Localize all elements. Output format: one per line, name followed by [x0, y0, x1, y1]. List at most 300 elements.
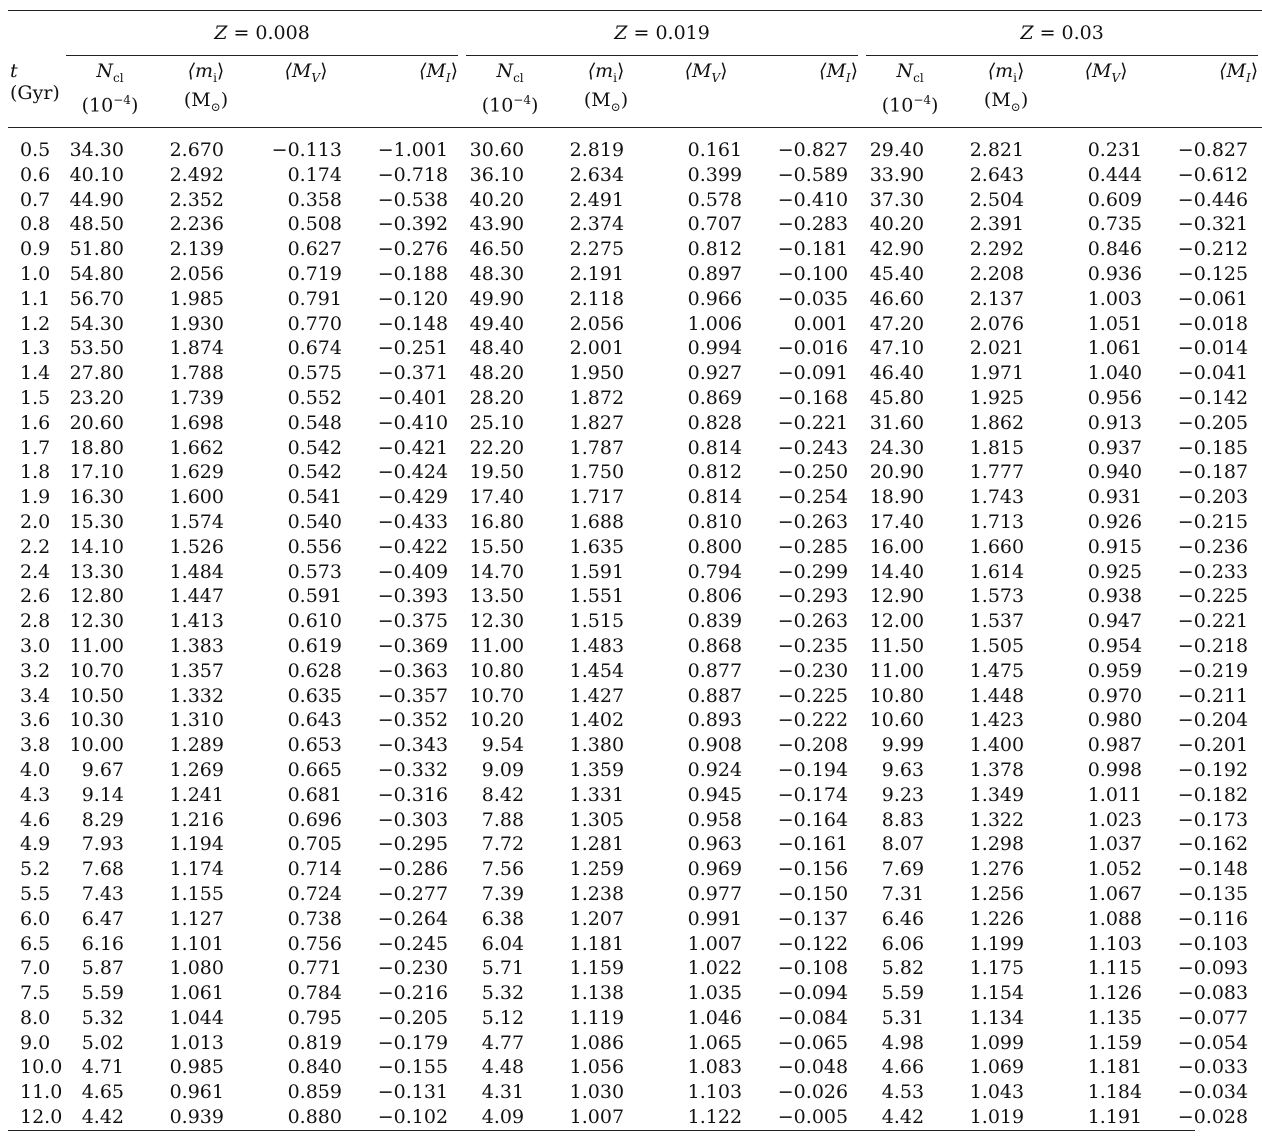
table-cell: 0.985 — [169, 1056, 224, 1079]
table-cell: −0.048 — [777, 1056, 849, 1079]
table-cell: 8.42 — [481, 783, 525, 806]
table-cell: 4.66 — [881, 1056, 925, 1079]
table-row — [8, 857, 1262, 882]
table-cell: −0.142 — [1177, 386, 1249, 409]
table-cell: 1.505 — [969, 634, 1025, 657]
table-cell: 0.635 — [287, 684, 342, 707]
table-cell: 6.06 — [881, 932, 925, 955]
table-cell: 5.2 — [20, 858, 51, 881]
table-cell: 0.940 — [1087, 461, 1143, 484]
table-cell: 1.413 — [169, 610, 224, 633]
table-cell: −0.263 — [777, 510, 849, 533]
table-cell: −0.150 — [777, 882, 849, 905]
table-cell: −0.205 — [377, 1006, 449, 1029]
group-header-z-0008: Z = 0.008 — [214, 22, 310, 44]
table-row — [8, 212, 1262, 237]
table-cell: −0.065 — [777, 1031, 849, 1054]
table-cell: 1.088 — [1087, 907, 1143, 930]
table-cell: −0.589 — [777, 163, 849, 186]
table-cell: 45.80 — [869, 386, 925, 409]
table-cell: 9.63 — [881, 758, 925, 781]
table-cell: 0.998 — [1087, 758, 1143, 781]
table-cell: 4.0 — [20, 758, 51, 781]
table-cell: 46.40 — [869, 362, 925, 385]
column-header-ncl — [62, 56, 158, 128]
table-cell: 15.30 — [69, 510, 124, 533]
table-cell: 0.573 — [287, 560, 342, 583]
table-cell: 7.5 — [20, 982, 51, 1005]
table-cell: −0.827 — [1177, 139, 1249, 161]
mi-subscript: i — [613, 70, 617, 85]
table-cell: −0.410 — [777, 188, 849, 211]
table-cell: 1.127 — [169, 907, 224, 930]
table-cell: 0.963 — [687, 833, 743, 856]
ncl-exponent: −4 — [913, 92, 932, 107]
ncl-subscript: cl — [913, 70, 924, 85]
table-cell: −0.156 — [777, 858, 849, 881]
table-cell: 1.061 — [169, 982, 224, 1005]
table-cell: 2.6 — [20, 585, 51, 608]
table-cell: 16.30 — [69, 486, 124, 509]
table-cell: 7.56 — [481, 858, 525, 881]
table-cell: 8.29 — [81, 808, 124, 831]
table-cell: −0.174 — [777, 783, 849, 806]
table-header — [8, 11, 1262, 139]
table-cell: 1.423 — [969, 709, 1025, 732]
table-cell: −0.194 — [777, 758, 849, 781]
table-cell: 51.80 — [69, 238, 124, 261]
table-cell: 30.60 — [469, 139, 525, 161]
ncl-unit: (10 — [881, 94, 914, 117]
table-cell: 1.080 — [169, 957, 224, 980]
table-cell: 0.756 — [287, 932, 342, 955]
table-cell: 53.50 — [69, 337, 124, 360]
table-row — [8, 956, 1262, 981]
table-cell: 1.069 — [969, 1056, 1025, 1079]
table-cell: 0.665 — [287, 758, 342, 781]
table-cell: 0.961 — [169, 1081, 224, 1104]
table-cell: 1.1 — [20, 287, 51, 310]
table-cell: 1.743 — [969, 486, 1025, 509]
table-cell: 13.50 — [469, 585, 525, 608]
table-row — [8, 659, 1262, 684]
table-cell: 2.139 — [169, 238, 224, 261]
table-cell: 5.59 — [881, 982, 925, 1005]
table-cell: 1.086 — [569, 1031, 625, 1054]
table-cell: −0.108 — [777, 957, 849, 980]
table-cell: 0.619 — [287, 634, 342, 657]
table-cell: 3.4 — [20, 684, 51, 707]
table-row — [8, 411, 1262, 436]
table-cell: 1.013 — [169, 1031, 224, 1054]
table-cell: 0.6 — [20, 163, 51, 186]
table-cell: 0.707 — [687, 213, 743, 236]
table-cell: 1.101 — [169, 932, 224, 955]
table-cell: 47.20 — [869, 312, 925, 335]
table-cell: 0.987 — [1087, 734, 1143, 757]
table-cell: −0.084 — [777, 1006, 849, 1029]
table-cell: 4.09 — [481, 1106, 525, 1129]
table-cell: 22.20 — [469, 436, 525, 459]
table-cell: 18.90 — [869, 486, 925, 509]
table-cell: −0.173 — [1177, 808, 1249, 831]
table-cell: 1.600 — [169, 486, 224, 509]
table-cell: 12.0 — [20, 1106, 63, 1129]
table-cell: 0.868 — [687, 634, 743, 657]
table-cell: −0.137 — [777, 907, 849, 930]
table-cell: 15.50 — [469, 535, 525, 558]
table-cell: −0.316 — [377, 783, 449, 806]
table-cell: 7.93 — [81, 833, 124, 856]
table-cell: 0.958 — [687, 808, 743, 831]
table-row — [8, 932, 1262, 957]
table-cell: 2.191 — [569, 262, 625, 285]
table-cell: 46.60 — [869, 287, 925, 310]
table-cell: 14.40 — [869, 560, 925, 583]
table-cell: 0.846 — [1087, 238, 1143, 261]
table-cell: 0.784 — [287, 982, 342, 1005]
table-cell: 4.6 — [20, 808, 51, 831]
group-label: = 0.019 — [627, 22, 710, 44]
table-cell: 1.134 — [969, 1006, 1025, 1029]
table-cell: 0.926 — [1087, 510, 1143, 533]
table-cell: 48.30 — [469, 262, 525, 285]
table-cell: 9.09 — [481, 758, 525, 781]
table-cell: −0.422 — [377, 535, 449, 558]
table-cell: −0.148 — [1177, 858, 1249, 881]
table-row — [8, 1080, 1262, 1105]
table-cell: 23.20 — [69, 386, 124, 409]
table-cell: 10.20 — [469, 709, 525, 732]
ncl-symbol: N — [96, 60, 114, 82]
table-cell: 0.9 — [20, 238, 51, 261]
table-cell: −0.303 — [377, 808, 449, 831]
table-cell: −1.001 — [377, 139, 449, 161]
table-cell: 31.60 — [869, 411, 925, 434]
table-cell: 8.83 — [881, 808, 925, 831]
table-cell: 40.20 — [469, 188, 525, 211]
table-row — [8, 1105, 1262, 1130]
table-cell: 1.739 — [169, 386, 224, 409]
table-cell: 5.82 — [881, 957, 925, 980]
table-cell: 14.10 — [69, 535, 124, 558]
table-cell: −0.103 — [1177, 932, 1249, 955]
table-cell: 5.31 — [881, 1006, 925, 1029]
table-cell: 56.70 — [69, 287, 124, 310]
ncl-unit-close: ) — [130, 94, 139, 117]
table-cell: 43.90 — [469, 213, 525, 236]
table-cell: 1.174 — [169, 858, 224, 881]
table-cell: 17.40 — [869, 510, 925, 533]
table-row — [8, 188, 1262, 213]
table-cell: −0.233 — [1177, 560, 1249, 583]
table-cell: 10.00 — [69, 734, 124, 757]
table-cell: 1.483 — [569, 634, 625, 657]
table-row — [8, 163, 1262, 188]
mI-close: ⟩ — [1250, 60, 1259, 82]
table-cell: 1.400 — [969, 734, 1025, 757]
table-cell: 1.269 — [169, 758, 224, 781]
table-cell: 1.427 — [569, 684, 625, 707]
table-cell: 1.155 — [169, 882, 224, 905]
column-header-mI — [1158, 56, 1262, 128]
mi-symbol: ⟨m — [187, 60, 214, 82]
table-cell: 1.259 — [569, 858, 625, 881]
table-cell: 1.447 — [169, 585, 224, 608]
mi-unit-close: ) — [620, 88, 629, 111]
table-cell: 8.0 — [20, 1006, 51, 1029]
table-cell: 1.872 — [569, 386, 625, 409]
table-cell: 0.5 — [20, 139, 51, 161]
table-cell: 9.14 — [81, 783, 124, 806]
table-cell: −0.215 — [1177, 510, 1249, 533]
table-cell: 1.119 — [569, 1006, 625, 1029]
table-cell: 12.00 — [869, 610, 925, 633]
table-cell: −0.018 — [1177, 312, 1249, 335]
t-symbol: t — [10, 60, 18, 82]
table-cell: −0.371 — [377, 362, 449, 385]
column-header-mI — [758, 56, 862, 128]
table-cell: 24.30 — [869, 436, 925, 459]
table-cell: 0.969 — [687, 858, 743, 881]
table-cell: 48.50 — [69, 213, 124, 236]
mi-unit-close: ) — [220, 88, 229, 111]
table-cell: 1.003 — [1087, 287, 1143, 310]
table-cell: 36.10 — [469, 163, 525, 186]
table-cell: 1.276 — [969, 858, 1025, 881]
table-cell: −0.421 — [377, 436, 449, 459]
table-cell: −0.122 — [777, 932, 849, 955]
table-cell: 0.959 — [1087, 659, 1143, 682]
table-cell: −0.161 — [777, 833, 849, 856]
table-cell: 9.54 — [481, 734, 525, 757]
table-row — [8, 684, 1262, 709]
table-cell: −0.225 — [1177, 585, 1249, 608]
table-body — [8, 138, 1262, 1130]
table-cell: 1.573 — [969, 585, 1025, 608]
table-cell: −0.230 — [777, 659, 849, 682]
table-cell: 1.199 — [969, 932, 1025, 955]
table-cell: −0.100 — [777, 262, 849, 285]
table-cell: 7.39 — [481, 882, 525, 905]
table-cell: 0.575 — [287, 362, 342, 385]
table-cell: 0.795 — [287, 1006, 342, 1029]
table-row — [8, 560, 1262, 585]
table-cell: 1.713 — [969, 510, 1025, 533]
table-cell: 10.0 — [20, 1056, 63, 1079]
table-cell: 1.310 — [169, 709, 224, 732]
table-cell: −0.295 — [377, 833, 449, 856]
table-cell: 0.719 — [287, 262, 342, 285]
table-cell: 1.007 — [569, 1106, 625, 1129]
table-cell: −0.091 — [777, 362, 849, 385]
table-row — [8, 783, 1262, 808]
table-cell: 1.040 — [1087, 362, 1143, 385]
table-cell: −0.612 — [1177, 163, 1249, 186]
table-cell: 8.07 — [881, 833, 925, 856]
table-cell: 0.956 — [1087, 386, 1143, 409]
table-cell: 48.40 — [469, 337, 525, 360]
table-cell: 0.812 — [687, 238, 743, 261]
table-cell: 2.4 — [20, 560, 51, 583]
table-cell: 0.540 — [287, 510, 342, 533]
table-cell: 0.814 — [687, 486, 743, 509]
mv-close: ⟩ — [320, 60, 328, 82]
table-cell: 1.349 — [969, 783, 1025, 806]
table-cell: 0.869 — [687, 386, 743, 409]
table-cell: 1.037 — [1087, 833, 1143, 856]
table-cell: 0.814 — [687, 436, 743, 459]
table-cell: −0.401 — [377, 386, 449, 409]
table-cell: 0.643 — [287, 709, 342, 732]
table-cell: −0.155 — [377, 1056, 449, 1079]
table-cell: 5.32 — [481, 982, 525, 1005]
table-cell: 0.977 — [687, 882, 743, 905]
table-cell: 0.966 — [687, 287, 743, 310]
table-cell: 4.42 — [81, 1106, 124, 1129]
table-cell: 4.98 — [881, 1031, 925, 1054]
table-cell: −0.185 — [1177, 436, 1249, 459]
table-cell: −0.201 — [1177, 734, 1249, 757]
table-cell: −0.446 — [1177, 188, 1249, 211]
table-cell: 0.714 — [287, 858, 342, 881]
table-cell: −0.026 — [777, 1081, 849, 1104]
column-header-mv — [1054, 56, 1158, 128]
table-cell: 0.931 — [1087, 486, 1143, 509]
table-cell: 1.380 — [569, 734, 625, 757]
table-cell: 1.256 — [969, 882, 1025, 905]
mI-close: ⟩ — [450, 60, 459, 82]
table-row — [8, 708, 1262, 733]
table-cell: 10.80 — [869, 684, 925, 707]
table-cell: −0.016 — [777, 337, 849, 360]
table-cell: 25.10 — [469, 411, 525, 434]
table-cell: 1.191 — [1087, 1106, 1143, 1129]
table-cell: −0.363 — [377, 659, 449, 682]
table-cell: 0.927 — [687, 362, 743, 385]
table-cell: 4.77 — [481, 1031, 525, 1054]
table-cell: −0.245 — [377, 932, 449, 955]
table-cell: 0.925 — [1087, 560, 1143, 583]
table-cell: 1.9 — [20, 486, 51, 509]
table-cell: 1.925 — [969, 386, 1025, 409]
mi-unit: (M — [583, 88, 611, 111]
table-cell: −0.054 — [1177, 1031, 1249, 1054]
table-cell: 54.80 — [69, 262, 124, 285]
table-cell: 2.076 — [969, 312, 1025, 335]
table-cell: −0.148 — [377, 312, 449, 335]
ncl-subscript: cl — [113, 70, 124, 85]
table-cell: 1.159 — [569, 957, 625, 980]
table-cell: 40.20 — [869, 213, 925, 236]
table-cell: 1.135 — [1087, 1006, 1143, 1029]
table-cell: 1.930 — [169, 312, 224, 335]
table-cell: 2.275 — [569, 238, 625, 261]
ncl-subscript: cl — [513, 70, 524, 85]
table-cell: 6.47 — [81, 907, 124, 930]
table-row — [8, 1055, 1262, 1080]
table-cell: 2.352 — [169, 188, 224, 211]
table-cell: 1.046 — [687, 1006, 743, 1029]
table-cell: 2.670 — [169, 139, 224, 161]
mv-symbol: ⟨M — [684, 60, 712, 82]
table-cell: −0.285 — [777, 535, 849, 558]
table-cell: 0.954 — [1087, 634, 1143, 657]
mi-unit-close: ) — [1020, 88, 1029, 111]
table-cell: 1.181 — [569, 932, 625, 955]
table-cell: 1.115 — [1087, 957, 1143, 980]
table-cell: 0.859 — [287, 1081, 342, 1104]
table-cell: 0.840 — [287, 1056, 342, 1079]
table-cell: 54.30 — [69, 312, 124, 335]
ncl-unit-close: ) — [931, 94, 939, 117]
table-cell: 0.696 — [287, 808, 342, 831]
table-cell: 10.30 — [69, 709, 124, 732]
table-cell: −0.221 — [777, 411, 849, 434]
table-row — [8, 634, 1262, 659]
ncl-symbol: N — [496, 60, 514, 82]
table-cell: −0.827 — [777, 139, 849, 161]
table-cell: 6.38 — [481, 907, 525, 930]
table-cell: 12.30 — [469, 610, 525, 633]
table-cell: −0.225 — [777, 684, 849, 707]
mI-symbol: ⟨M — [1219, 60, 1246, 82]
mI-subscript: I — [845, 70, 851, 85]
table-cell: 29.40 — [869, 139, 925, 161]
table-cell: −0.188 — [377, 262, 449, 285]
table-cell: 2.0 — [20, 510, 51, 533]
ncl-unit: (10 — [481, 94, 514, 117]
table-cell: 1.475 — [969, 659, 1025, 682]
table-cell: 0.542 — [287, 436, 342, 459]
table-cell: 1.0 — [20, 262, 51, 285]
table-cell: −0.251 — [377, 337, 449, 360]
table-cell: 1.022 — [687, 957, 743, 980]
table-cell: 1.591 — [569, 560, 625, 583]
table-cell: 1.526 — [169, 535, 224, 558]
data-table-container — [8, 10, 1259, 1131]
table-cell: 28.20 — [469, 386, 525, 409]
table-cell: 6.0 — [20, 907, 51, 930]
table-cell: −0.424 — [377, 461, 449, 484]
ncl-exponent: −4 — [513, 92, 531, 107]
table-cell: −0.014 — [1177, 337, 1249, 360]
table-cell: 44.90 — [69, 188, 124, 211]
table-cell: −0.299 — [777, 560, 849, 583]
table-cell: 0.724 — [287, 882, 342, 905]
table-cell: 1.614 — [969, 560, 1025, 583]
table-cell: −0.187 — [1177, 461, 1249, 484]
table-cell: 0.828 — [687, 411, 743, 434]
table-cell: −0.352 — [377, 709, 449, 732]
table-cell: 5.02 — [81, 1031, 124, 1054]
table-cell: 0.627 — [287, 238, 342, 261]
table-cell: 0.591 — [287, 585, 342, 608]
table-cell: 0.970 — [1087, 684, 1143, 707]
table-cell: 1.154 — [969, 982, 1025, 1005]
table-cell: 1.971 — [969, 362, 1025, 385]
table-cell: 6.16 — [81, 932, 124, 955]
table-cell: 5.59 — [81, 982, 124, 1005]
table-cell: 4.9 — [20, 833, 51, 856]
table-cell: 0.791 — [287, 287, 342, 310]
table-cell: 9.0 — [20, 1031, 51, 1054]
table-cell: 14.70 — [469, 560, 525, 583]
mI-symbol: ⟨M — [419, 60, 446, 82]
column-header-mi — [558, 56, 654, 128]
table-cell: 0.628 — [287, 659, 342, 682]
mi-subscript: i — [213, 70, 217, 85]
